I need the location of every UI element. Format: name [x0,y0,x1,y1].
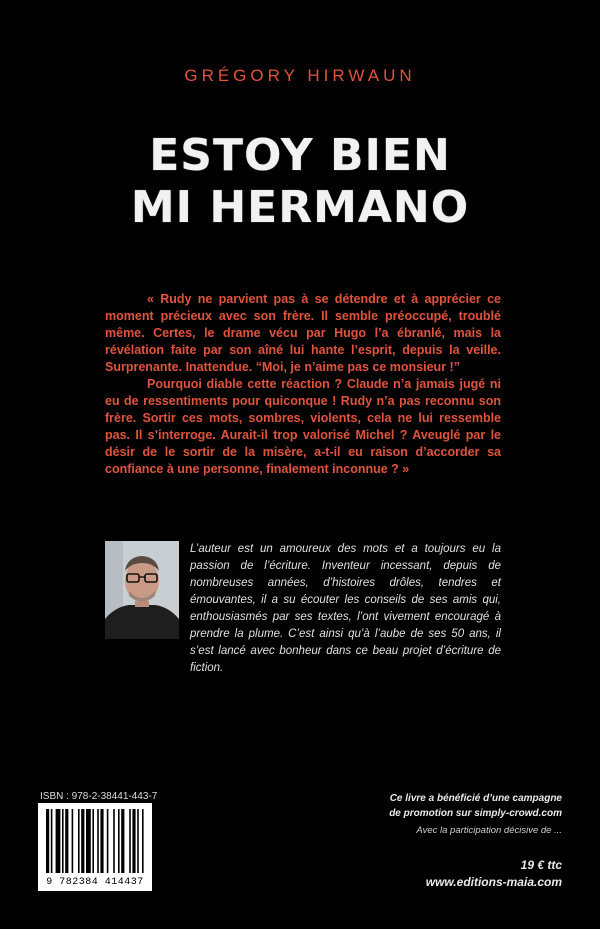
price: 19 € ttc [520,858,562,872]
synopsis-paragraph-2: Pourquoi diable cette réaction ? Claude n’a jamais jugé ni eu de ressentiments pour quiconque ! Rudy n’a pas reconnu son frère. Sortir ces mots, sombres, violents, cela ne lui ressemble pas. Il s’interroge. Aurait-il trop valorisé Michel ? Aveuglé par le désir de le sortir de la misère, a-t-il eu raison d’accorder sa confiance à une personne, finalement inconnue ? » [105,377,501,476]
barcode-bar [97,809,99,873]
barcode-bar [137,809,139,873]
barcode-bar [92,809,94,873]
barcode-bar [132,809,135,873]
barcode-bar [56,809,61,873]
synopsis [105,291,501,478]
barcode-bar [62,809,64,873]
barcode-bar [72,809,74,873]
barcode-digits: 9 782384 414437 [46,877,144,888]
synopsis-paragraph-1: « Rudy ne parvient pas à se détendre et à apprécier ce moment précieux avec son frère. Il semble préoccupé, troublé même. Certes, le drame vécu par Hugo l’a ébranlé, mais la révélation faite par son aîné lui hante l’esprit, depuis la veille. Surprenante. Inattendue. “Moi, je n’aime pas ce monsieur !” [105,292,501,374]
barcode-bar [65,809,68,873]
barcode-bar [107,809,109,873]
barcode-bar [100,809,103,873]
author-photo [105,541,179,639]
campaign-note [389,791,562,821]
barcode-bar [121,809,124,873]
barcode [38,803,152,891]
barcode-bar [78,809,80,873]
author-portrait-icon [105,541,179,639]
barcode-bar [51,809,53,873]
publisher-website: www.editions-maia.com [425,875,562,889]
barcode-icon [38,803,152,877]
barcode-bar [86,809,91,873]
barcode-bar [46,809,49,873]
book-title-line2: MI HERMANO [130,182,470,233]
isbn-label: ISBN : 978-2-38441-443-7 [40,791,158,802]
barcode-bar [142,809,144,873]
campaign-line-2: de promotion sur simply-crowd.com [389,808,562,819]
campaign-line-1: Ce livre a bénéficié d’une campagne [389,793,562,804]
barcode-bar [118,809,120,873]
participation-note: Avec la participation décisive de ... [416,825,562,836]
author-bio: L’auteur est un amoureux des mots et a toujours eu la passion de l’écriture. Inventeur incessant, depuis de nombreuses années, d’histoires drôles, tendres et émouvantes, il a su écouter les conseils de ses amis qui, enthousiasmés par ses textes, l’ont vivement encouragé à prendre la plume. C’est ainsi qu’à l’aube de ses 50 ans, il s’est lancé avec bonheur dans ce beau projet d’écriture de fiction. [190,543,501,674]
barcode-bar [113,809,115,873]
barcode-bar [129,809,131,873]
barcode-bar [81,809,84,873]
author-name: GRÉGORY HIRWAUN [184,66,416,85]
book-title-line1: ESTOY BIEN [149,130,451,181]
